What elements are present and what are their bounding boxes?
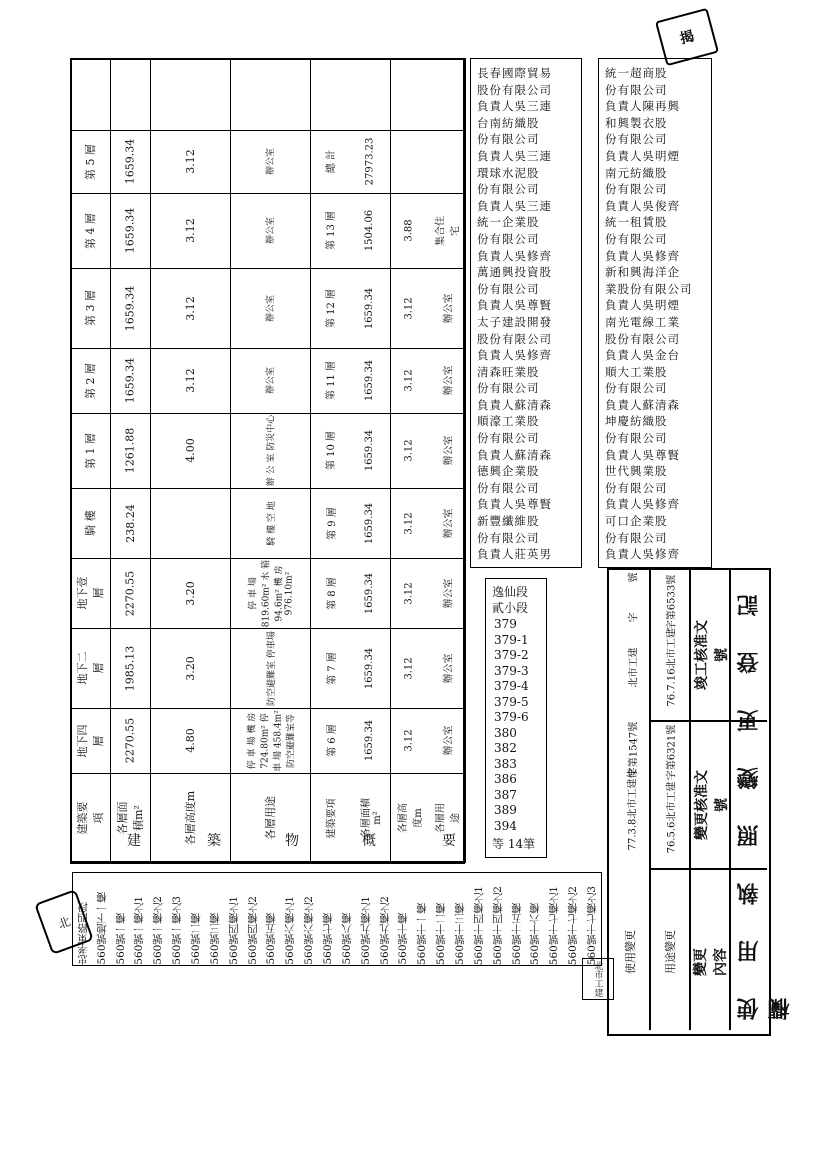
upper-label-use: 各層用途: [264, 796, 277, 840]
lower-label-use: 各層用途: [435, 803, 462, 833]
lower-height-1: 3.12: [403, 729, 415, 752]
lower-area-9: 27973.23: [364, 137, 376, 186]
owner-right-line: 負責人吳修齊: [605, 547, 680, 562]
owner-left-line: 負責人吳尊賢: [477, 298, 552, 313]
lower-height-6: 3.12: [403, 369, 415, 392]
owner-left-line: 負責人吳修齊: [477, 348, 552, 363]
owner-right-line: 股份有限公司: [605, 331, 680, 346]
record-header-change-content: 變更內容: [693, 948, 729, 976]
owner-right-line: 份有限公司: [605, 381, 668, 396]
land-lot-number: 379-5: [494, 694, 529, 709]
owner-left-line: 負責人吳三連: [477, 148, 552, 163]
land-lot-number: 379-1: [494, 632, 529, 647]
owner-right-line: 負責人吳明煙: [605, 298, 680, 313]
license-change-record: [607, 568, 793, 1036]
address-entry: 560號一樓之1: [133, 896, 146, 965]
address-entry: 560號一樓之3: [171, 896, 184, 965]
upper-height-4: [150, 488, 230, 558]
address-entry: 560號八樓: [340, 913, 353, 965]
upper-height-6: 3.12: [183, 368, 197, 393]
lower-height-5: 3.12: [403, 439, 415, 462]
address-entry: 560號四樓之1: [227, 896, 240, 965]
owner-left-line: 份有限公司: [477, 431, 540, 446]
owner-left-line: 負責人吳修齊: [477, 248, 552, 263]
lower-name-5: 第 10 層: [326, 430, 338, 471]
address-entry: 560號九樓之2: [378, 896, 391, 965]
address-entry: 560號十四樓之2: [491, 885, 504, 965]
address-entry: 560號十七樓之1: [548, 885, 561, 965]
owner-right-line: 負責人吳俊齊: [605, 198, 680, 213]
owner-right-line: 份有限公司: [605, 82, 668, 97]
land-section-name: 逸仙段: [492, 585, 529, 599]
address-entry: 560號十四樓之1: [472, 885, 485, 965]
address-box: [72, 872, 602, 966]
owner-left-line: 負責人吳三連: [477, 99, 552, 114]
address-entry: 560號十七樓之3: [586, 885, 599, 965]
upper-label-height: 各層高度m: [184, 790, 197, 846]
owner-right-line: 負責人陳再興: [605, 99, 680, 114]
land-lot-number: 394: [494, 818, 517, 833]
upper-height-1: 4.80: [183, 728, 197, 753]
owner-right-line: 負責人吳明煙: [605, 148, 680, 163]
owner-right-line: 負責人吳金台: [605, 348, 680, 363]
upper-name-3: 地下壹層: [76, 576, 105, 610]
address-entry: 560號四樓之2: [246, 896, 259, 965]
lower-area-4: 1659.34: [364, 502, 376, 544]
owner-left-line: 份有限公司: [477, 381, 540, 396]
lower-name-6: 第 11 層: [326, 360, 338, 401]
address-entry: 560號五樓: [265, 913, 278, 965]
upper-name-4: 騎 樓: [84, 510, 97, 536]
owner-right-line: 份有限公司: [605, 431, 668, 446]
land-lot-number: 382: [494, 741, 517, 755]
record-title: 使 用 執 照 變 更 登 記 欄: [736, 580, 793, 1020]
address-entry: 560號六樓之1: [284, 896, 297, 965]
owner-right-line: 份有限公司: [605, 480, 668, 495]
section-label-column: [72, 720, 463, 860]
land-subsection-name: 貳小段: [492, 601, 529, 615]
address-entry: 560號十六樓: [529, 902, 542, 965]
land-lot-number: 379: [494, 617, 517, 631]
upper-use-1: 停 車 場 機 房 724.80m² 停 車 場 458.4m² 防空避難室等: [247, 709, 296, 772]
upper-name-6: 第 2 層: [84, 362, 97, 399]
lower-area-6: 1659.34: [364, 359, 376, 402]
side-stamp-text: 北市工建: [592, 961, 603, 997]
address-entry: 560號地下一樓: [95, 892, 108, 965]
owner-left-line: 負責人吳三連: [477, 198, 552, 213]
owner-left-line: 負責人蘇清森: [477, 447, 552, 462]
owner-right-line: 南光電線工業: [605, 314, 680, 329]
upper-height-7: 3.12: [183, 295, 197, 321]
owner-left-line: 新豐纖維股: [477, 514, 540, 529]
upper-area-9: 1659.34: [123, 138, 137, 185]
address-entry: 560號十七樓之2: [567, 885, 580, 965]
lower-area-7: 1659.34: [364, 287, 376, 329]
upper-use-9: 辦公室: [266, 147, 277, 176]
owner-left-line: 太子建設開發: [477, 314, 552, 329]
upper-label-name: 建築要項: [76, 801, 105, 835]
upper-area-2: 1985.13: [123, 645, 137, 691]
owner-right-line: 南元紡織股: [605, 165, 668, 180]
lower-area-5: 1659.34: [364, 429, 376, 472]
land-lot-count: 等 14筆: [492, 837, 536, 851]
upper-name-7: 第 3 層: [84, 290, 97, 326]
section-label-5: 要: [442, 833, 456, 849]
upper-area-1: 2270.55: [123, 717, 137, 764]
record-row2-complete-hao: 號: [628, 572, 640, 583]
owner-right-line: 份有限公司: [605, 231, 668, 246]
land-lot-number: 379-6: [494, 710, 529, 724]
lower-area-2: 1659.34: [364, 647, 376, 689]
lower-label-height: 各層高度m: [398, 803, 424, 833]
owner-left-line: 份有限公司: [477, 231, 540, 246]
lower-name-2: 第 7 層: [326, 651, 338, 685]
record-row2-complete-date: 北市工建: [628, 647, 640, 688]
record-row2-change-date: 77.3.8北市工建使: [627, 768, 639, 851]
lower-area-3: 1659.34: [364, 572, 376, 614]
address-entry: 560號十樓: [397, 913, 410, 965]
upper-use-6: 辦公室: [266, 366, 277, 395]
address-entry: 560號九樓之1: [359, 896, 372, 965]
upper-height-5: 4.00: [183, 438, 197, 463]
land-lot-number: 379-3: [494, 663, 529, 678]
upper-name-9: 第 5 層: [84, 143, 97, 180]
owner-left-line: 環球水泥股: [477, 165, 540, 180]
record-row1-type: 用途變更: [664, 930, 677, 974]
side-stamp: [582, 958, 614, 1000]
upper-height-9: 3.12: [183, 149, 197, 174]
upper-use-5: 辦 公 室 防災中心: [266, 414, 277, 487]
lower-use-1: 辦公室: [443, 725, 454, 756]
lower-use-2: 辦公室: [443, 653, 454, 683]
upper-name-8: 第 4 層: [84, 212, 97, 249]
lower-use-6: 辦公室: [443, 365, 454, 396]
record-row1-change-no: 字第6321號: [666, 724, 678, 781]
address-entry: 560號二樓: [190, 913, 203, 965]
owner-left-line: 德興企業股: [477, 464, 540, 479]
lower-name-4: 第 9 層: [326, 506, 338, 540]
owner-left-line: 萬通興投資股: [477, 265, 552, 280]
owner-right-line: 負責人吳修齊: [605, 497, 680, 512]
owner-left-line: 清森旺業股: [477, 364, 540, 379]
owner-left-line: 負責人吳尊賢: [477, 497, 552, 512]
land-lot-number: 389: [494, 803, 517, 817]
lower-use-7: 辦公室: [443, 293, 454, 323]
land-lot-number: 379-4: [494, 679, 529, 693]
upper-area-7: 1659.34: [123, 285, 137, 331]
upper-area-8: 1659.34: [123, 207, 137, 254]
section-label-4: 概: [362, 833, 376, 849]
address-entry: 560號十三樓: [454, 902, 467, 965]
owner-right-line: 份有限公司: [605, 132, 668, 147]
lower-height-7: 3.12: [403, 296, 415, 320]
lower-height-2: 3.12: [403, 656, 415, 680]
upper-area-3: 2270.55: [123, 570, 137, 616]
upper-use-2: 防空避難室 停車場: [266, 630, 277, 706]
lower-area-1: 1659.34: [364, 719, 376, 762]
record-row2-complete-zi: 字: [628, 612, 640, 623]
record-header-approval-no: 變更核准文號: [694, 770, 730, 840]
land-lot-number: 386: [494, 772, 517, 786]
upper-use-3: 停 車 場 819.60m² 水 箱 94.6m² 機 房 976.10m²: [248, 559, 295, 627]
lower-name-9: 總 計: [326, 149, 338, 174]
owners-box-right: [598, 58, 712, 568]
lower-use-3: 辦公室: [443, 578, 454, 608]
land-lot-number: 380: [494, 725, 517, 740]
lower-name-8: 第 13 層: [326, 210, 338, 251]
owner-right-line: 業股份有限公司: [605, 281, 693, 296]
lower-use-8: 集合住宅: [435, 215, 462, 246]
lower-label-name: 建築要項: [326, 798, 338, 838]
owner-right-line: 負責人吳尊賢: [605, 447, 680, 462]
record-row2-change-no: 字第1547號: [628, 721, 640, 778]
owner-left-line: 順濠工業股: [477, 414, 540, 429]
owner-right-line: 負責人吳修齊: [605, 248, 680, 263]
lower-name-7: 第 12 層: [326, 288, 338, 328]
upper-area-4: 238.24: [123, 503, 137, 543]
owner-left-line: 負責人蘇清森: [477, 397, 552, 412]
owner-right-line: 和興製衣股: [605, 115, 668, 130]
record-row1-change-date: 76.5.6北市工建: [666, 781, 678, 854]
owner-right-line: 份有限公司: [605, 530, 668, 545]
lower-use-9: [428, 130, 465, 193]
lower-area-8: 1504.06: [364, 209, 376, 252]
left-seal-text: 北: [56, 913, 73, 932]
owner-left-line: 份有限公司: [477, 480, 540, 495]
owner-right-line: 負責人蘇清森: [605, 397, 680, 412]
owner-right-line: 新和興海洋企: [605, 265, 680, 280]
address-entry: 560號十二樓: [435, 902, 448, 965]
owner-left-line: 股份有限公司: [477, 82, 552, 97]
lower-height-9: [390, 130, 428, 193]
address-entry: 忠孝東路四段: [76, 902, 89, 965]
owner-left-line: 份有限公司: [477, 132, 540, 147]
land-lot-number: 379-2: [494, 648, 529, 662]
upper-name-5: 第 1 層: [84, 432, 97, 469]
address-entry: 560號一樓之2: [152, 896, 165, 965]
record-row1-complete-date: 76.7.16北市工建: [666, 628, 678, 707]
upper-name-2: 地下二層: [76, 651, 105, 685]
upper-height-3: 3.20: [183, 580, 197, 606]
owner-left-line: 負責人莊英男: [477, 547, 552, 562]
upper-area-5: 1261.88: [123, 427, 137, 474]
lower-height-3: 3.12: [403, 581, 415, 605]
record-row2-type: 使用變更: [624, 930, 637, 974]
lower-name-1: 第 6 層: [326, 724, 338, 757]
lower-label-area: 各層面積m²: [361, 798, 383, 838]
address-entry: 560號十一樓: [416, 902, 429, 965]
upper-use-8: 辦公室: [266, 216, 277, 245]
lower-height-4: 3.12: [403, 511, 415, 535]
land-lot-number: 387: [494, 787, 517, 802]
owners-box-left: [470, 58, 582, 568]
section-label-1: 建: [127, 833, 141, 849]
corner-stamp-text: 揭: [678, 28, 697, 48]
owner-left-line: 統一企業股: [477, 215, 540, 230]
record-row1-complete-no: 字第6533號: [666, 574, 678, 631]
lower-height-8: 3.88: [403, 219, 415, 242]
owner-left-line: 長春國際貿易: [477, 66, 552, 80]
upper-use-7: 辦公室: [266, 294, 277, 322]
land-lot-number: 383: [494, 756, 517, 771]
address-entry: 560號一樓: [114, 913, 127, 965]
section-label-3: 物: [285, 833, 299, 849]
lower-use-5: 辦公室: [443, 435, 454, 466]
owner-left-line: 份有限公司: [477, 281, 540, 296]
owner-right-line: 份有限公司: [605, 182, 668, 197]
owner-left-line: 台南紡織股: [477, 115, 540, 130]
owner-right-line: 可口企業股: [605, 514, 668, 529]
record-header-completion-no: 竣工核准文號: [694, 620, 730, 690]
address-entry: 560號七樓: [322, 913, 335, 965]
upper-label-area: 各層面積m²: [116, 801, 145, 835]
upper-use-4: 騎 樓 空 地: [266, 500, 277, 546]
address-entry: 560號十五樓: [510, 902, 523, 965]
owner-left-line: 股份有限公司: [477, 331, 552, 346]
owner-right-line: 坤慶紡織股: [605, 414, 668, 429]
owner-left-line: 份有限公司: [477, 182, 540, 197]
address-entry: 560號六樓之2: [303, 896, 316, 965]
owner-right-line: 統一超商股: [605, 66, 668, 80]
upper-height-2: 3.20: [183, 655, 197, 681]
owner-left-line: 份有限公司: [477, 530, 540, 545]
owner-right-line: 世代興業股: [605, 464, 668, 479]
owner-right-line: 順大工業股: [605, 364, 668, 379]
upper-area-6: 1659.34: [123, 357, 137, 404]
upper-height-8: 3.12: [183, 218, 197, 243]
section-label-2: 築: [207, 833, 221, 849]
land-lots-box: [485, 578, 547, 858]
owner-right-line: 統一租賃股: [605, 215, 668, 230]
upper-name-1: 地下四層: [76, 724, 105, 757]
lower-use-4: 辦公室: [443, 508, 454, 538]
lower-name-3: 第 8 層: [326, 576, 338, 610]
address-entry: 560號三樓: [208, 913, 221, 965]
